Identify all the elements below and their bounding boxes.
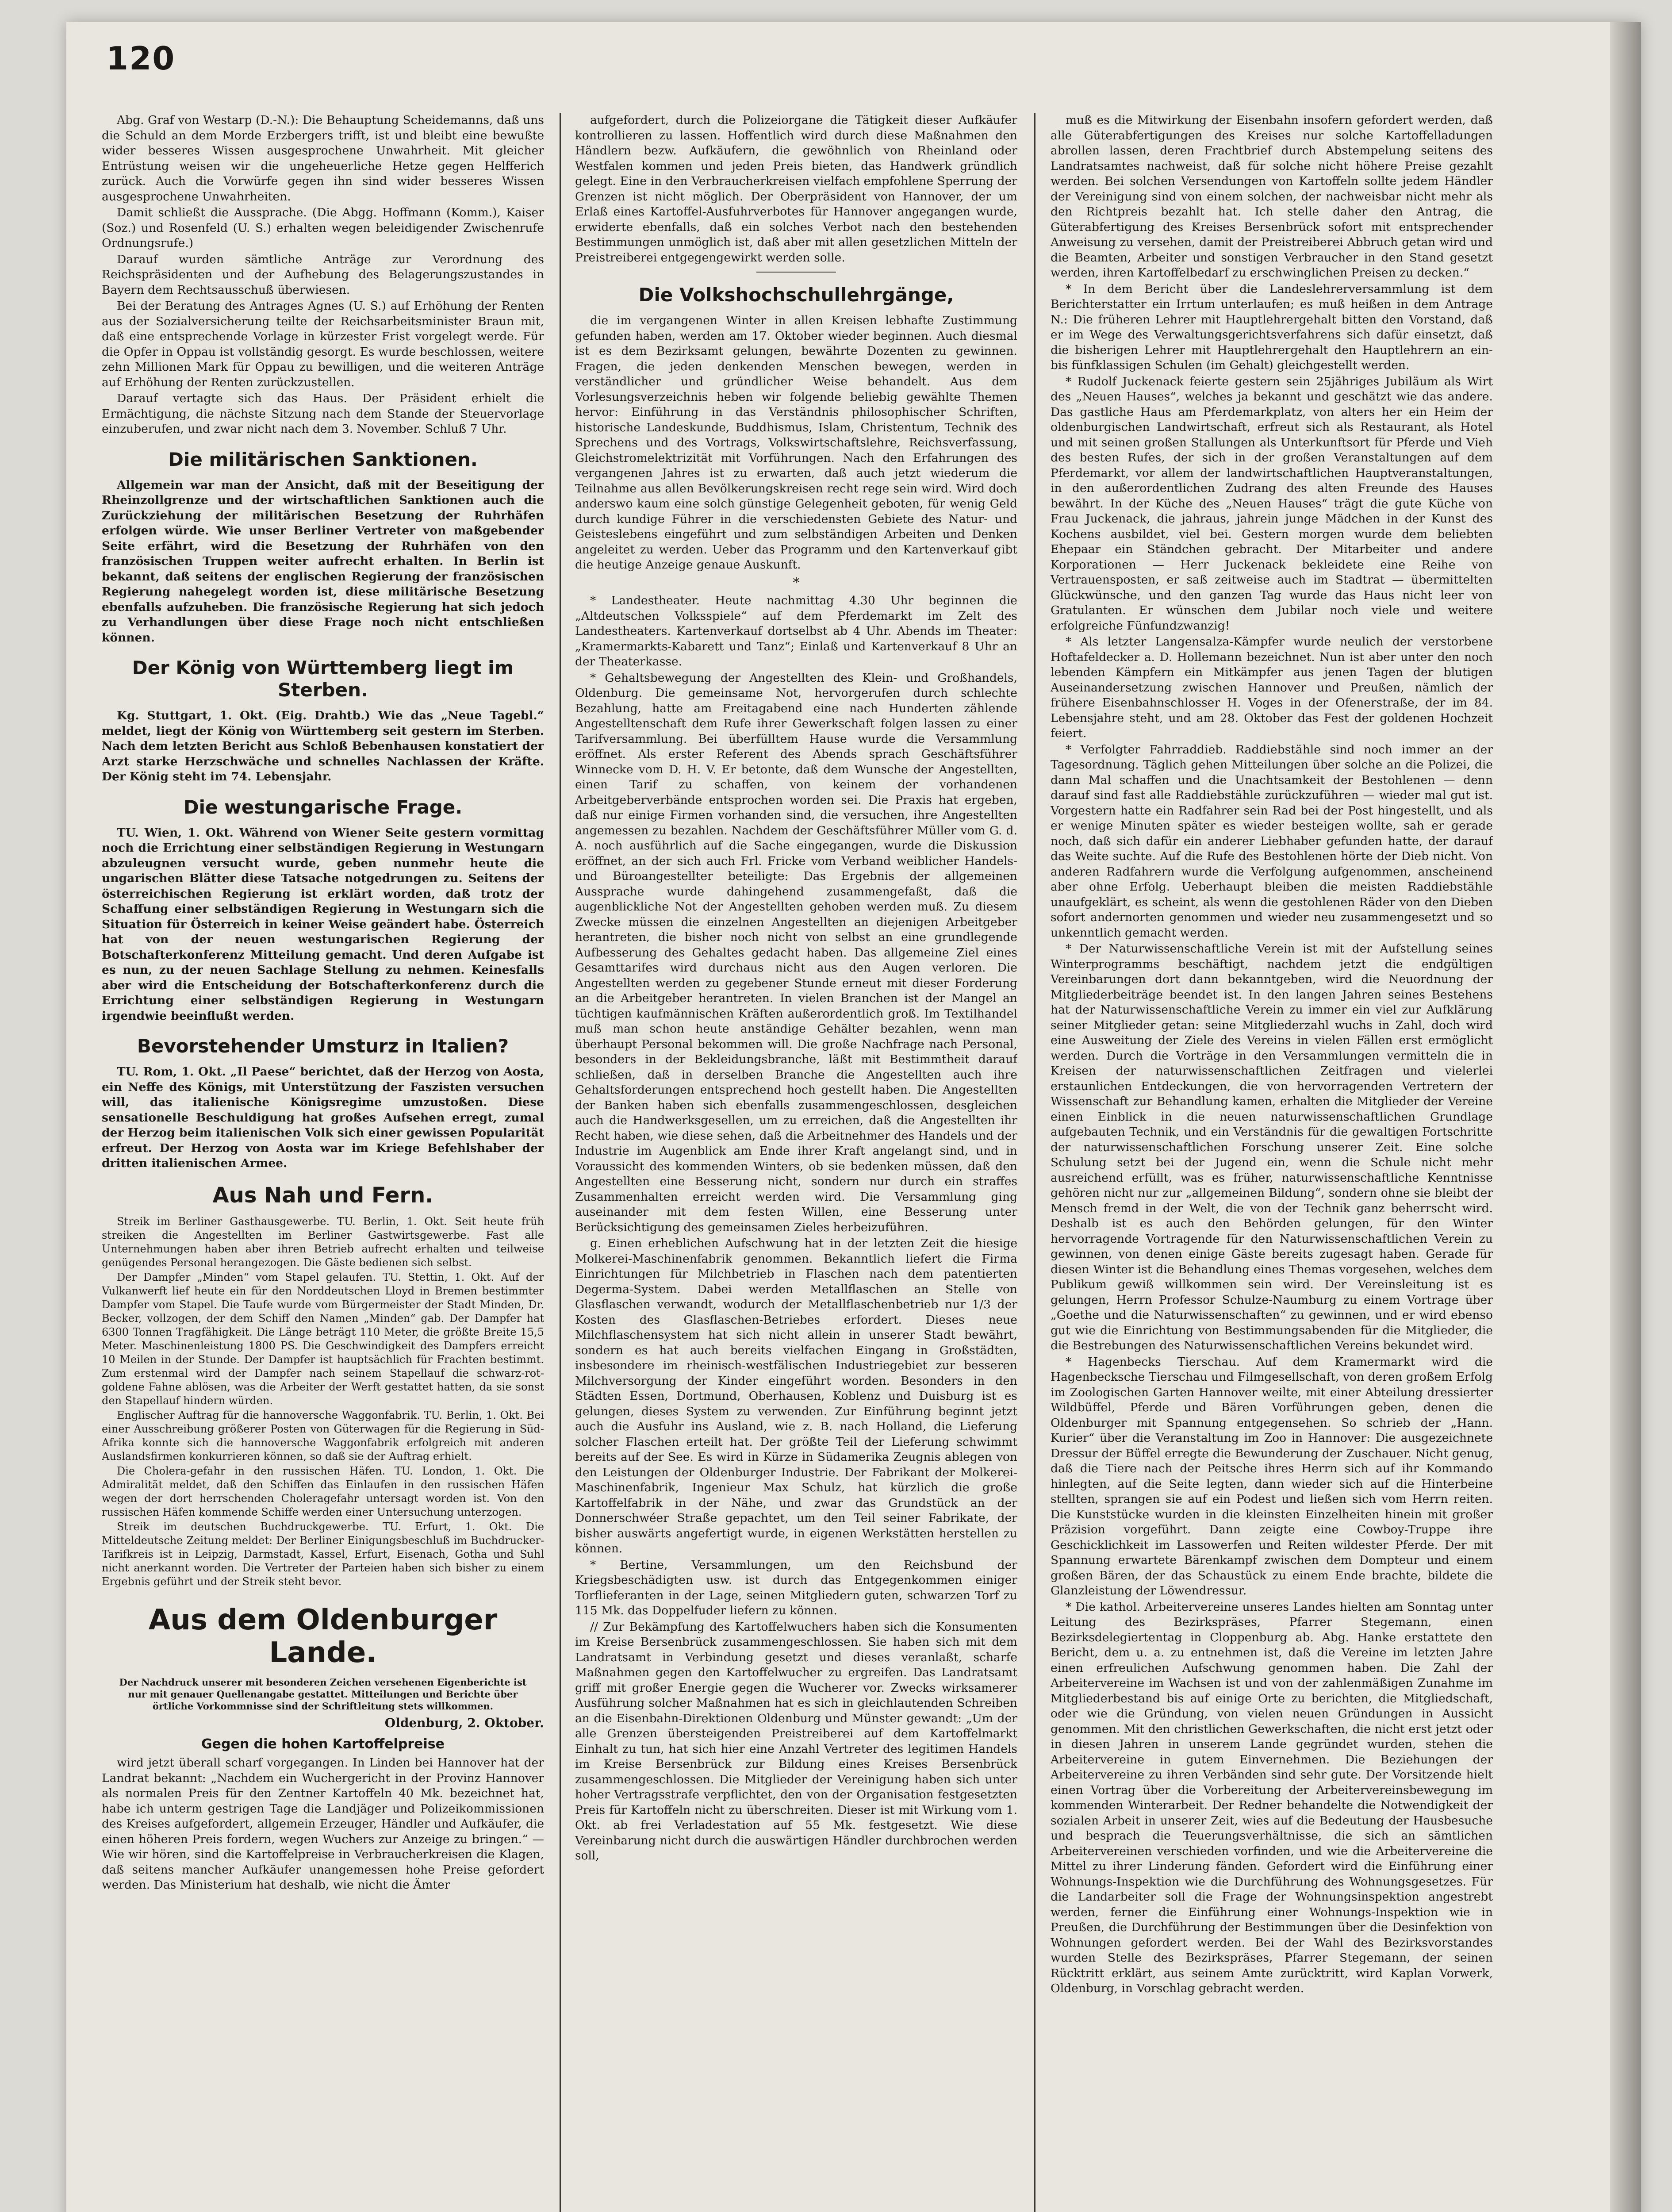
article-paragraph: TU. Wien, 1. Okt. Während von Wiener Seite gestern vormittag noch die Errichtung einer selbständigen Regierung in Westungarn abzuleugnen versucht wurde, geben nunmehr heute die ungarischen Blätter diese Tatsache notgedrungen zu. Seitens der österreichischen Regierung ist erklärt worden, daß trotz der Schaffung einer selbständigen Regierung in Westungarn sich die Situation für Österreich in keiner Weise geändert habe. Österreich hat von der neuen westungarischen Regierung der Botschafterkonferenz Mitteilung gemacht. Und deren Aufgabe ist es nun, zu der neuen Sachlage Stellung zu nehmen. Keinesfalls aber wird die Entscheidung der Botschafterkonferenz durch die Errichtung einer selbständigen Regierung in Westungarn irgendwie beeinflußt werden. <box>102 826 544 1023</box>
headline-kartoffelpreise: Gegen die hohen Kartoffelpreise <box>201 1736 445 1752</box>
column-2 <box>575 113 1017 2212</box>
headline-sanktionen: Die militärischen Sanktionen. <box>168 448 478 470</box>
article-paragraph: Allgemein war man der Ansicht, daß mit der Beseitigung der Rheinzollgrenze und der wirtschaftlichen Sanktionen auch die Zurückziehung der militärischen Besetzung der Ruhrhäfen erfolgen würde. Wie unser Berliner Vertreter von maßgebender Seite erfährt, wird die Besetzung der Ruhrhäfen von den französischen Truppen weiter aufrecht erhalten. In Berlin ist bekannt, daß seitens der englischen Regierung der französischen Regierung nahegelegt worden ist, diese militärische Besetzung ebenfalls aufzuheben. Die französische Regierung hat sich jedoch zu Verhandlungen über diese Frage noch nicht entschließen können. <box>102 478 544 645</box>
article-paragraph: Bei der Beratung des Antrages Agnes (U. S.) auf Erhöhung der Renten aus der Sozialversicherung teilte der Reichsarbeitsminister Braun mit, daß eine entsprechende Vorlage in kürzester Frist vorgelegt werde. Für die Opfer in Oppau ist vollständig gesorgt. Es wurde beschlossen, weitere zehn Millionen Mark für Oppau zu bewilligen, und die weiteren Anträge auf Erhöhung der Renten zurückzustellen. <box>102 299 544 389</box>
article-westungarn <box>102 826 544 1024</box>
article-paragraph: * Verfolgter Fahrraddieb. Raddiebstähle sind noch immer an der Tagesordnung. Täglich gehen Mitteilungen über solche an die Polizei, die dann Mal schaffen und die Unachtsamkeit der Bestohlenen — denn darauf sind fast alle Raddiebstähle zurückzuführen — wieder mal gut ist. Vorgestern hatte ein Radfahrer sein Rad bei der Post hingestellt, und als er wenige Minuten später es wieder besteigen wollte, sah er gerade noch, daß sich dafür ein anderer Liebhaber gefunden hatte, der darauf das Weite suchte. Auf die Rufe des Bestohlenen hörte der Dieb nicht. Von anderen Radfahrern wurde die Verfolgung aufgenommen, anscheinend aber ohne Erfolg. Ueberhaupt bleiben die meisten Raddiebstähle unaufgeklärt, es scheint, als wenn die gestohlenen Räder von den Dieben sofort andernorten genommen und wieder neu zusammengesetzt und so unkenntlich gemacht werden. <box>1051 742 1493 940</box>
article-paragraph: * Die kathol. Arbeitervereine unseres Landes hielten am Sonntag unter Leitung des Bezirkspräses, Pfarrer Stegemann, einen Bezirksdelegiertentag in Cloppenburg ab. Abg. Hanke erstattete den Bericht, dem u. a. zu entnehmen ist, daß die Vereine im letzten Jahre einen erfreulichen Aufschwung genommen haben. Die Zahl der Arbeitervereine im Wachsen ist und von der zahlenmäßigen Zunahme im Mitgliederbestand bis auf einige Orte zu berichten, die Mitgliedschaft, oder wie die Gründung, von vielen neuen Gründungen in Aussicht genommen. Mit den christlichen Gewerkschaften, die nicht erst jetzt oder in diesen Jahren in unserem Lande gegründet wurden, stehen die Arbeitervereine in gutem Einvernehmen. Die Beziehungen der Arbeitervereine zu ihren Verbänden sind sehr gute. Der Vorsitzende hielt einen Vortrag über die Vorbereitung der Arbeitervereinsbewegung im kommenden Winterarbeit. Der Redner behandelte die Notwendigkeit der sozialen Arbeit in unserer Zeit, wies auf die Bedeutung der Hausbesuche und besprach die Teuerungsverhältnisse, die sich an sämtlichen Arbeitervereinen verschieden vorfinden, und wie die Arbeitervereine die Mittel zu ihrer Linderung fänden. Gefordert wird die Einführung einer Wohnungs-Inspektion wie die Durchführung des Wohnungsgesetzes. Für die Landarbeiter soll die Frage der Wohnungsinspektion angestrebt werden, ferner die Einführung einer Wohnungs-Inspektion wie in Preußen, die Durchführung der Bestimmungen über die Desinfektion von Wohnungen gefordert werden. Bei der Wahl des Bezirksvorstandes wurden Stelle des Bezirkspräses, Pfarrer Stegemann, der seinen Rücktritt erklärt, aus seinem Amte zurücktritt, wird Kaplan Vorwerk, Oldenburg, in Vorschlag gebracht werden. <box>1051 1600 1493 1995</box>
asterisk-divider: * <box>793 575 800 591</box>
article-paragraph: TU. Rom, 1. Okt. „Il Paese“ berichtet, daß der Herzog von Aosta, ein Neffe des Königs, mit Unterstützung der Faszisten versuchen will, das italienische Königsregime umzustoßen. Diese sensationelle Beschuldigung hat großes Aufsehen erregt, zumal der Herzog beim italienischen Volk sich einer gewissen Popularität erfreut. Der Herzog von Aosta war im Kriege Befehlshaber der dritten italienischen Armee. <box>102 1065 544 1170</box>
article-paragraph: * Hagenbecks Tierschau. Auf dem Kramermarkt wird die Hagenbecksche Tierschau und Filmgesellschaft, von deren großem Erfolg im Zoologischen Garten Hannover weilte, mit einer Abteilung dressierter Wildbüffel, Pferde und Bären Vorführungen geben, denen die Oldenburger mit Spannung entgegensehen. So schrieb der „Hann. Kurier“ über die Veranstaltung im Zoo in Hannover: Die ausgezeichnete Dressur der Büffel erregte die Bewunderung der Zuschauer. Nicht genug, daß die Tiere nach der Peitsche ihres Herrn sich auf ihr Kommando hinlegten, auf die Seite legten, dann wieder sich auf die Hinterbeine stellten, sprangen sie auf ein Podest und ließen sich vom Herrn reiten. Die Kunststücke wurden in die kleinsten Einzelheiten hinein mit großer Präzision vorgeführt. Dann zeigte eine Cowboy-Truppe ihre Geschicklichkeit im Lassowerfen und Reiten wildester Pferde. Der mit Spannung erwartete Bärenkampf zwischen dem Dompteur und einem großen Bären, der das Schaustück zu einem Ende brachte, bildete die Glanzleistung der Löwendressur. <box>1051 1355 1493 1598</box>
article-paragraph: Damit schließt die Aussprache. (Die Abgg. Hoffmann (Komm.), Kaiser (Soz.) und Rosenfeld (U. S.) erhalten wegen beleidigender Zwischenrufe Ordnungsrufe.) <box>102 206 544 250</box>
article-sanktionen <box>102 478 544 646</box>
article-paragraph: muß es die Mitwirkung der Eisenbahn insofern gefordert werden, daß alle Güterabfertigungen des Kreises nur solche Kartoffelladungen abrollen lassen, deren Frachtbrief durch Abstempelung seitens des Landratsamtes nachweist, daß für solche nicht höhere Preise gezahlt werden. Bei solchen Versendungen von Kartoffeln sollte jedem Händler der Vereinigung sind von einem solchen, der nachweisbar nicht mehr als den Richtpreis bezahlt hat. Ich stelle daher den Antrag, die Güterabfertigung des Kreises Bersenbrück sofort mit entsprechender Anweisung zu versehen, damit der Preistreiberei Abbruch getan wird und die Beamten, Arbeiter und sonstigen Verbraucher in den Stand gesetzt werden, ihren Kartoffelbedarf zu erschwinglichen Preisen zu decken.“ <box>1051 113 1493 280</box>
article-paragraph: Streik im deutschen Buchdruckgewerbe. TU. Erfurt, 1. Okt. Die Mitteldeutsche Zeitung meldet: Der Berliner Einigungsbeschluß im Buchdrucker-Tarifkreis ist in Leipzig, Darmstadt, Kassel, Erfurt, Eisenach, Gotha und Suhl nicht anerkannt worden. Die Vertreter der Parteien haben sich bisher zu einem Ergebnis geführt und der Streik steht bevor. <box>102 1520 544 1588</box>
scan-edge <box>1610 22 1641 2212</box>
article-paragraph: // Zur Bekämpfung des Kartoffelwuchers haben sich die Konsumenten im Kreise Bersenbrück zusammengeschlossen. Sie haben sich mit dem Landratsamt in Verbindung gesetzt und dieses veranlaßt, scharfe Maßnahmen gegen den Kartoffelwucher zu ergreifen. Das Landratsamt griff mit großer Energie gegen die Wucherer vor. Zwecks wirksamerer Ausführung solcher Maßnahmen hat es sich in gleichlautenden Schreiben an die Eisenbahn-Direktionen Oldenburg und Münster gewandt: „Um der alle Grenzen übersteigenden Preistreiberei auf dem Kartoffelmarkt Einhalt zu tun, hat sich hier eine Anzahl Vertreter des legitimen Handels im Kreise Bersenbrück zur Bildung eines Kreises Bersenbrück zusammengeschlossen. Die Mitglieder der Vereinigung haben sich unter hoher Vertragsstrafe verpflichtet, den von der Organisation festgesetzten Preis für Kartoffeln nicht zu überschreiten. Dieser ist mit Wirkung vom 1. Okt. ab frei Verladestation auf 55 Mk. festgesetzt. Wie diese Vereinbarung nicht durch die auswärtigen Händler durchbrochen werden soll, <box>575 1620 1017 1863</box>
headline-koenig: Der König von Württemberg liegt im Sterben. <box>132 657 514 701</box>
article-nah-fern <box>102 1215 544 1589</box>
column-rule <box>560 113 561 2212</box>
article-italien <box>102 1064 544 1171</box>
dateline: Oldenburg, 2. Oktober. <box>384 1715 544 1730</box>
article-paragraph: * Rudolf Juckenack feierte gestern sein 25jähriges Jubiläum als Wirt des „Neuen Hauses“, welches ja bekannt und geschätzt wie das andere. Das gastliche Haus am Pferdemarkplatz, von alters her ein Heim der oldenburgischen Landwirtschaft, erfreut sich als Restaurant, als Hotel und mit seinen großen Stallungen als Unterkunftsort für Pferde und Vieh des besten Rufes, der sich in der großen Veranstaltungen auf dem Pferdemarkt, vor allem der landwirtschaftlichen Hauptveranstaltungen, in den außerordentlichen Zudrang des alten Freunde des Hauses bewährt. In der Küche des „Neuen Hauses“ trägt die gute Küche von Frau Juckenack, die jahraus, jahrein junge Mädchen in der Kunst des Kochens ausbildet, viel bei. Gestern morgen wurde dem beliebten Ehepaar ein Ständchen gebracht. Der Mitarbeiter und andere Korporationen — Herr Juckenack bekleidete eine Reihe von Vertrauensposten, er saß zeitweise auch im Stadtrat — übermittelten Glückwünsche, und den ganzen Tag wurde das Haus nicht leer von Gratulanten. Er wünschen dem Jubilar noch viele und weitere erfolgreiche Fünfundzwanzig! <box>1051 374 1493 633</box>
page-number: 120 <box>106 40 176 77</box>
reprint-notice: Der Nachdruck unserer mit besonderen Zeichen versehenen Eigenberichte ist nur mit genauer Quellenangabe gestattet. Mitteilungen und Berichte über örtliche Vorkommnisse sind der Schriftleitung stets willkommen. <box>119 1676 527 1712</box>
article-paragraph: Englischer Auftrag für die hannoversche Waggonfabrik. TU. Berlin, 1. Okt. Bei einer Ausschreibung größerer Posten von Güterwagen für die Regierung in Süd-Afrika konnte sich die hannoversche Waggonfabrik erfolgreich mit anderen Auslandsfirmen konkurrieren können, so daß sie der Auftrag erhielt. <box>102 1409 544 1463</box>
article-paragraph: Darauf wurden sämtliche Anträge zur Verordnung des Reichspräsidenten und der Aufhebung des Belagerungszustandes in Bayern dem Rechtsausschuß überwiesen. <box>102 252 544 297</box>
article-paragraph: Der Dampfer „Minden“ vom Stapel gelaufen. TU. Stettin, 1. Okt. Auf der Vulkanwerft lief heute ein für den Norddeutschen Lloyd in Bremen bestimmter Dampfer vom Stapel. Die Taufe wurde vom Bürgermeister der Stadt Minden, Dr. Becker, vollzogen, der dem Schiff den Namen „Minden“ gab. Der Dampfer hat 6300 Tonnen Tragfähigkeit. Die Länge beträgt 110 Meter, die größte Breite 15,5 Meter. Maschinenleistung 1800 PS. Die Geschwindigkeit des Dampfers erreicht 10 Meilen in der Stunde. Der Dampfer ist hauptsächlich für Frachten bestimmt. Zum erstenmal wird der Dampfer nach seinem Stapellauf die schwarz-rot-goldene Fahne ablösen, was die Arbeiter der Werft gestattet hatten, da sie sonst den Stapellauf hindern würden. <box>102 1271 544 1407</box>
article-paragraph: Streik im Berliner Gasthausgewerbe. TU. Berlin, 1. Okt. Seit heute früh streiken die Angestellten im Berliner Gastwirtsgewerbe. Fast alle Unternehmungen haben aber ihren Betrieb aufrecht erhalten und teilweise genügendes Personal herangezogen. Die Gäste bedienen sich selbst. <box>102 1215 544 1269</box>
article-paragraph: * Bertine, Versammlungen, um den Reichsbund der Kriegsbeschädigten usw. ist durch das Entgegenkommen einiger Torflieferanten in der Lage, seinen Mitgliedern guten, schwarzen Torf zu 115 Mk. das Doppelfuder liefern zu können. <box>575 1558 1017 1617</box>
article-paragraph: * In dem Bericht über die Landeslehrerversammlung ist dem Berichterstatter ein Irrtum unterlaufen; es muß heißen in dem Antrage N.: Die früheren Lehrer mit Hauptlehrergehalt bitten den Vorstand, daß er im Wege des Verwaltungsgerichtsverfahrens sich dafür einsetzt, daß die bisherigen Lehrer mit Hauptlehrergehalt den Hauptlehrern an ein- bis fünfklassigen Schulen (im Gehalt) gleichgestellt werden. <box>1051 282 1493 372</box>
column-3 <box>1051 113 1493 2212</box>
column-rule <box>1034 113 1035 2212</box>
divider <box>756 272 836 273</box>
headline-nah-fern: Aus Nah und Fern. <box>212 1183 433 1208</box>
article-paragraph: wird jetzt überall scharf vorgegangen. In Linden bei Hannover hat der Landrat bekannt: „Nachdem ein Wuchergericht in der Provinz Hannover als normalen Preis für den Zentner Kartoffeln 40 Mk. bezeichnet hat, habe ich unterm gestrigen Tage die Landjäger und Polizeikommissionen des Kreises aufgefordert, allgemein Erzeuger, Händler und Aufkäufer, die einen höheren Preis fordern, wegen Wuchers zur Anzeige zu bringen.“ — Wie wir hören, sind die Kartoffelpreise in Verbraucherkreisen die Klagen, daß seitens mancher Aufkäufer unangemessen hohe Preise gefordert werden. Das Ministerium hat deshalb, wie nicht die Ämter <box>102 1756 544 1892</box>
headline-italien: Bevorstehender Umsturz in Italien? <box>137 1035 509 1057</box>
headline-volkshochschule: Die Volkshochschullehrgänge, <box>638 284 954 306</box>
article-paragraph: * Als letzter Langensalza-Kämpfer wurde neulich der verstorbene Hoftafeldecker a. D. Hollemann bezeichnet. Nun ist aber unter den noch lebenden Kämpfern ein Mitkämpfer aus jenen Tagen der blutigen Auseinandersetzung zwischen Hannover und Preußen, nämlich der frühere Eisenbahnschlosser H. Voges in der Ofenerstraße, der im 84. Lebensjahre steht, und am 28. Oktober das Fest der goldenen Hochzeit feiert. <box>1051 635 1493 740</box>
article-koenig <box>102 708 544 785</box>
headline-westungarn: Die westungarische Frage. <box>183 796 463 818</box>
column-1 <box>102 113 544 2212</box>
article-paragraph: Darauf vertagte sich das Haus. Der Präsident erhielt die Ermächtigung, die nächste Sitzung nach dem Stande der Steuervorlage einzuberufen, und zwar nicht nach dem 3. November. Schluß 7 Uhr. <box>102 392 544 436</box>
article-paragraph: g. Einen erheblichen Aufschwung hat in der letzten Zeit die hiesige Molkerei-Maschinenfabrik genommen. Bekanntlich liefert die Firma Einrichtungen für Milchbetrieb in Flaschen nach dem patentierten Degerma-System. Dabei werden Metallflaschen an Stelle von Glasflaschen verwandt, wodurch der Metallflaschenbetrieb nur 1/3 der Kosten des Glasflaschen-Betriebes erfordert. Dieses neue Milchflaschensystem hat sich nicht allein in unserer Stadt bewährt, sondern es hat auch bereits vielfachen Eingang in Großstädten, insbesondere im rheinisch-westfälischen Industriegebiet zur besseren Milchversorgung der Kinder eingeführt worden. Besonders in den Städten Essen, Dortmund, Oberhausen, Koblenz und Duisburg ist es gelungen, dieses System zu verwenden. Zur Einführung beginnt jetzt auch die Ausfuhr ins Ausland, wie z. B. nach Holland, die Lieferung solcher Flaschen erteilt hat. Der größte Teil der Lieferung schwimmt bereits auf der See. Es wird in Kürze in Südamerika Zeugnis ablegen von den Leistungen der Oldenburger Industrie. Der Fabrikant der Molkerei-Maschinenfabrik, Ingenieur Max Schulz, hat kürzlich die große Kartoffelfabrik in der Nähe, und zwar das Grundstück an der Donnerschwéer Straße gepachtet, um den Teil seiner Fabrikate, der bisher auswärts angefertigt wurde, in eigenen Werkstätten herstellen zu können. <box>575 1237 1017 1555</box>
article-paragraph: * Der Naturwissenschaftliche Verein ist mit der Aufstellung seines Winterprogramms beschäftigt, nachdem jetzt die endgültigen Vereinbarungen dort dann bekanntgeben, wird die Neuordnung der Mitgliederbeiträge beendet ist. In den langen Jahren seines Bestehens hat der Naturwissenschaftliche Verein zu immer ein viel zur Aufklärung seiner Mitglieder getan: seine Mitgliederzahl wuchs in Zahl, doch wird eine Ausweitung der Ziele des Vereins in vielen Fällen erst ermöglicht werden. Durch die Vorträge in den Versammlungen vermitteln die in Kreisen der naturwissenschaftlichen Zeitfragen und vielerlei erstaunlichen Entdeckungen, die von hervorragenden Vertretern der Wissenschaft zur Behandlung kamen, erhalten die Mitglieder der Vereine einen Einblick in die neuen naturwissenschaftlichen Grundlage aufgebauten Technik, und ein Verständnis für die gewaltigen Fortschritte der naturwissenschaftlichen Forschung unserer Zeit. Eine solche Schulung setzt bei der Jugend ein, wenn die Schule nicht mehr ausreichend erfüllt, was es früher, naturwissenschaftliche Kenntnisse gehören nicht nur zur „allgemeinen Bildung“, sondern ohne sie bleibt der Mensch fremd in der Welt, die von der Technik ganz beherrscht wird. Deshalb ist es auch den Behörden gelungen, für den Winter hervorragende Vortragende für den Naturwissenschaftlichen Verein zu gewinnen, von denen einige Gäste bereits zugesagt haben. Gerade für diesen Winter ist die Behandlung eines Themas vorgesehen, welches dem Publikum gewiß willkommen sein wird. Der Vereinsleitung ist es gelungen, Herrn Professor Schulze-Naumburg zu einem Vortrage über „Goethe und die Naturwissenschaften“ zu gewinnen, und er wird ebenso gut wie die Einrichtung von Bestimmungsabenden für die Mitglieder, die die Bestrebungen des Naturwissenschaftlichen Vereins bekundet wird. <box>1051 942 1493 1352</box>
article-paragraph: * Gehaltsbewegung der Angestellten des Klein- und Großhandels, Oldenburg. Die gemeinsame Not, hervorgerufen durch schlechte Bezahlung, hatte am Freitagabend eine nach Hunderten zählende Angestelltenschaft dem Rufe ihrer Gewerkschaft folgen lassen zu einer Tarifversammlung. Bei überfülltem Hause wurde die Versammlung eröffnet. Als erster Referent des Abends sprach Geschäftsführer Winnecke vom D. H. V. Er betonte, daß dem Wunsche der Angestellten, einen Tarif zu schaffen, von keinem der vorhandenen Arbeitgeberverbände entsprochen worden sei. Die Praxis hat ergeben, daß nur einige Firmen vorhanden sind, die versuchen, ihre Angestellten angemessen zu bezahlen. Nachdem der Geschäftsführer Müller vom G. d. A. noch ausführlich auf die Sache eingegangen, wurde die Diskussion eröffnet, an der sich auch Frl. Fricke vom Verband weiblicher Handels- und Büroangestellter beteiligte: Das Ergebnis der allgemeinen Aussprache wurde dahingehend zusammengefaßt, daß die augenblickliche Not der Angestellten gehoben werden muß. Zu diesem Zwecke müssen die einzelnen Angestellten an diejenigen Arbeitgeber herantreten, die bisher noch nicht von selbst an eine grundlegende Aufbesserung des Gehaltes gedacht haben. Das allgemeine Ziel eines Gesamttarifes wird durchaus nicht aus den Augen verloren. Die Angestellten werden zu gegebener Stunde erneut mit dieser Forderung an die Arbeitgeber herantreten. In vielen Branchen ist der Mangel an tüchtigen kaufmännischen Kräften außerordentlich groß. Im Textilhandel muß man schon heute anständige Gehälter bezahlen, wenn man überhaupt Personal bekommen will. Die große Nachfrage nach Personal, besonders in der Bekleidungsbranche, läßt mit Bestimmtheit darauf schließen, daß in derselben Branche die Angestellten auch ihre Gehaltsforderungen entsprechend hoch gestellt haben. Die Angestellten der Banken haben sich ebenfalls zusammengeschlossen, desgleichen auch die Handwerksgesellen, um zu erreichen, daß die Angestellten ihr Recht haben, wie diese sehen, daß die Arbeitnehmer des Handels und der Industrie im Augenblick am Ende ihrer Kraft angelangt sind, und in Voraussicht des kommenden Winters, ob sie bedenken müssen, daß den Angestellten eine Besserung nicht, sondern nur durch ein straffes Zusammenhalten erreicht werden wird. Die Versammlung ging auseinander mit dem festen Willen, eine Besserung unter Berücksichtigung des gemeinsamen Zieles herbeizuführen. <box>575 671 1017 1234</box>
article-paragraph: Abg. Graf von Westarp (D.-N.): Die Behauptung Scheidemanns, daß uns die Schuld an dem Morde Erzbergers trifft, ist und bleibt eine bewußte wider besseres Wissen ausgesprochene Unwahrheit. Mit gleicher Entrüstung weisen wir die ungeheuerliche Hetze gegen Helfferich zurück. Auch die Vorwürfe gegen ihn sind wider besseres Wissen ausgesprochene Unwahrheiten. <box>102 113 544 204</box>
article-paragraph: Die Cholera-gefahr in den russischen Häfen. TU. London, 1. Okt. Die Admiralität meldet, daß den Schiffen das Einlaufen in den russischen Häfen wegen der dort herrschenden Choleragefahr untersagt worden ist. Von den russischen Häfen kommende Schiffe werden einer Untersuchung unterzogen. <box>102 1464 544 1518</box>
section-heading-oldenburg: Aus dem Oldenburger Lande. <box>148 1603 498 1669</box>
article-paragraph: * Landestheater. Heute nachmittag 4.30 Uhr beginnen die „Altdeutschen Volksspiele“ auf dem Pferdemarkt im Zelt des Landestheaters. Kartenverkauf dortselbst ab 4 Uhr. Abends im Theater: „Kramermarkts-Kabarett und Tanz“; Einlaß und Kartenverkauf 8 Uhr an der Theaterkasse. <box>575 594 1017 668</box>
article-paragraph: Kg. Stuttgart, 1. Okt. (Eig. Drahtb.) Wie das „Neue Tagebl.“ meldet, liegt der König von Württemberg seit gestern im Sterben. Nach dem letzten Bericht aus Schloß Bebenhausen konstatiert der Arzt starke Herzschwäche und schnelles Nachlassen der Kräfte. Der König steht im 74. Lebensjahr. <box>102 709 544 783</box>
article-paragraph: die im vergangenen Winter in allen Kreisen lebhafte Zustimmung gefunden haben, werden am 17. Oktober wieder beginnen. Auch diesmal ist es dem Bezirksamt gelungen, bewährte Dozenten zu gewinnen. Fragen, die jeden denkenden Menschen bewegen, werden in verständlicher und gründlicher Weise behandelt. Aus dem Vorlesungsverzeichnis heben wir folgende beliebig gewählte Themen hervor: Einführung in das Verständnis philosophischer Schriften, historische Landeskunde, Buddhismus, Islam, Christentum, Technik des Sprechens und des Vortrags, Volkswirtschaftslehre, Reichsverfassung, Gleichstromelektrizität mit Vorführungen. Nach den Erfahrungen des vergangenen Jahres ist zu erwarten, daß auch jetzt wiederum die Teilnahme aus allen Bevölkerungskreisen recht rege sein wird. Wird doch anderswo kaum eine solch günstige Gelegenheit geboten, für wenig Geld durch kundige Führer in die verschiedensten Gebiete des Natur- und Geisteslebens eingeführt und zum selbständigen Arbeiten und Denken angeleitet zu werden. Ueber das Programm und den Kartenverkauf gibt die heutige Anzeige genaue Auskunft. <box>575 314 1017 572</box>
article-paragraph: aufgefordert, durch die Polizeiorgane die Tätigkeit dieser Aufkäufer kontrollieren zu lassen. Hoffentlich wird durch diese Maßnahmen den Händlern bezw. Aufkäufern, die gewöhnlich von Rheinland oder Westfalen kommen und jeden Preis bieten, das Handwerk gründlich gelegt. Eine in den Verbraucherkreisen vielfach empfohlene Sperrung der Grenzen ist nicht möglich. Der Oberpräsident von Hannover, der um Erlaß eines Kartoffel-Ausfuhrverbotes für Hannover angegangen wurde, erwiderte ebenfalls, daß ein solches Verbot nach den bestehenden Bestimmungen unmöglich ist, daß aber mit allen gesetzlichen Mitteln der Preistreiberei entgegengewirkt werden solle. <box>575 113 1017 265</box>
